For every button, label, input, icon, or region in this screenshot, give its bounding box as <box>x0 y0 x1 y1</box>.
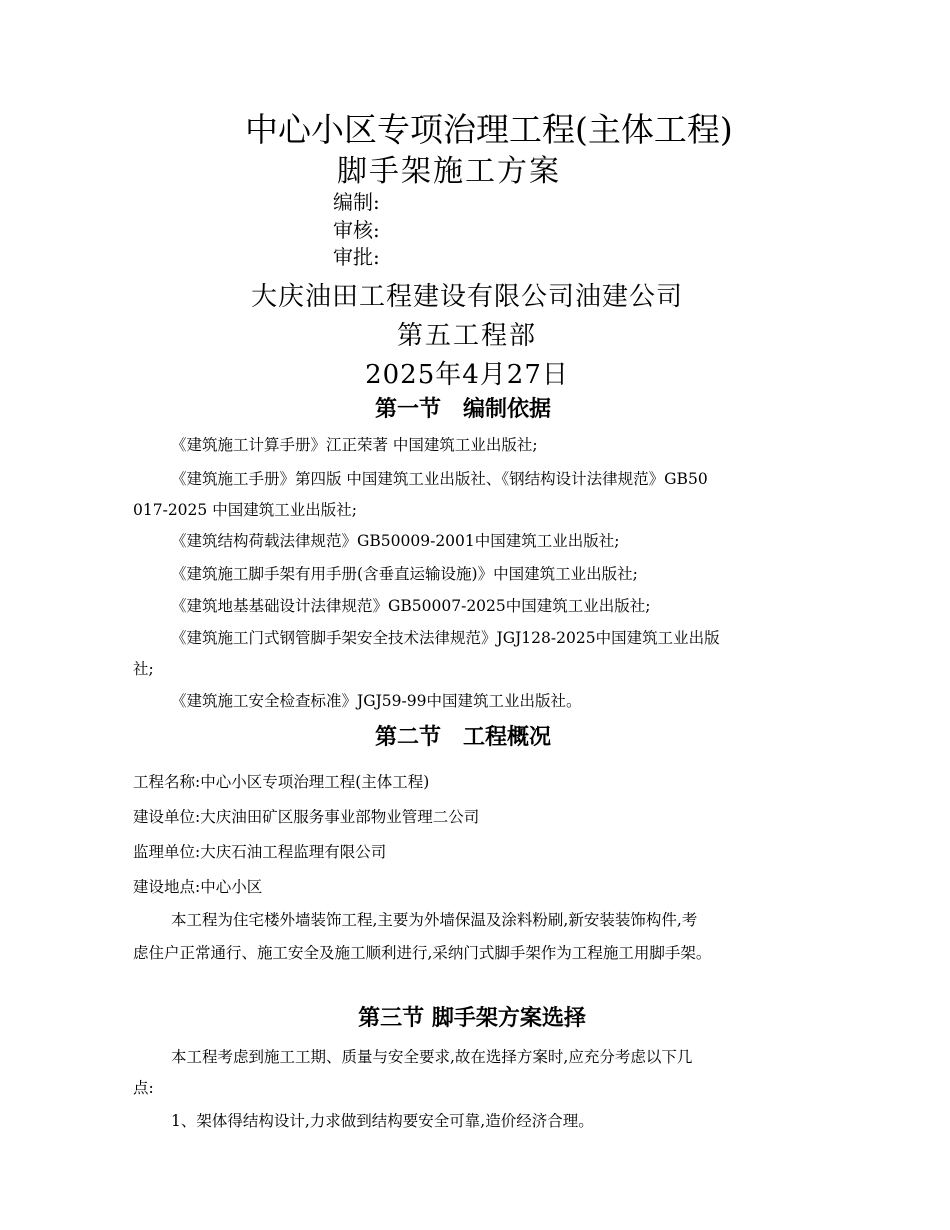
organization-name: 大庆油田工程建设有限公司油建公司 <box>250 282 683 312</box>
document-title: 中心小区专项治理工程(主体工程) <box>245 110 733 149</box>
section2-heading: 第二节 工程概况 <box>374 725 551 750</box>
reference-line-6: 《建筑施工门式钢管脚手架安全技术法律规范》JGJ128-2025中国建筑工业出版 <box>171 629 720 647</box>
construction-location: 建设地点:中心小区 <box>133 878 263 896</box>
document-date: 2025年4月27日 <box>365 360 569 390</box>
reference-line-1: 《建筑施工计算手册》江正荣著 中国建筑工业出版社; <box>171 436 538 454</box>
project-description-line-2: 虑住户正常通行、施工安全及施工顺利进行,采纳门式脚手架作为工程施工用脚手架。 <box>133 944 712 962</box>
reference-line-5: 《建筑地基基础设计法律规范》GB50007-2025中国建筑工业出版社; <box>171 597 651 615</box>
reference-line-7: 《建筑施工安全检查标准》JGJ59-99中国建筑工业出版社。 <box>171 692 582 710</box>
section1-heading: 第一节 编制依据 <box>374 397 551 422</box>
reference-line-3: 《建筑结构荷载法律规范》GB50009-2001中国建筑工业出版社; <box>171 532 620 550</box>
scheme-intro-line-2: 点: <box>133 1079 154 1097</box>
scheme-point-1: 1、架体得结构设计,力求做到结构要安全可靠,造价经济合理。 <box>171 1112 594 1130</box>
reference-line-2: 《建筑施工手册》第四版 中国建筑工业出版社、《钢结构设计法律规范》GB50 <box>171 470 708 488</box>
supervision-unit: 监理单位:大庆石油工程监理有限公司 <box>133 843 387 861</box>
reference-line-6-cont: 社; <box>133 660 154 678</box>
section3-heading: 第三节 脚手架方案选择 <box>358 1006 586 1031</box>
scheme-intro-line-1: 本工程考虑到施工工期、质量与安全要求,故在选择方案时,应充分考虑以下几 <box>171 1048 693 1066</box>
approved-by-label: 审批: <box>333 245 380 269</box>
construction-unit: 建设单位:大庆油田矿区服务事业部物业管理二公司 <box>133 808 480 826</box>
project-name: 工程名称:中心小区专项治理工程(主体工程) <box>133 773 430 791</box>
compiled-by-label: 编制: <box>333 190 380 214</box>
reviewed-by-label: 审核: <box>333 218 380 242</box>
project-description-line-1: 本工程为住宅楼外墙装饰工程,主要为外墙保温及涂料粉刷,新安装装饰构件,考 <box>171 911 698 929</box>
department-name: 第五工程部 <box>396 321 537 351</box>
reference-line-2-cont: 017-2025 中国建筑工业出版社; <box>133 501 357 519</box>
document-subtitle: 脚手架施工方案 <box>337 154 561 189</box>
reference-line-4: 《建筑施工脚手架有用手册(含垂直运输设施)》中国建筑工业出版社; <box>171 565 638 583</box>
